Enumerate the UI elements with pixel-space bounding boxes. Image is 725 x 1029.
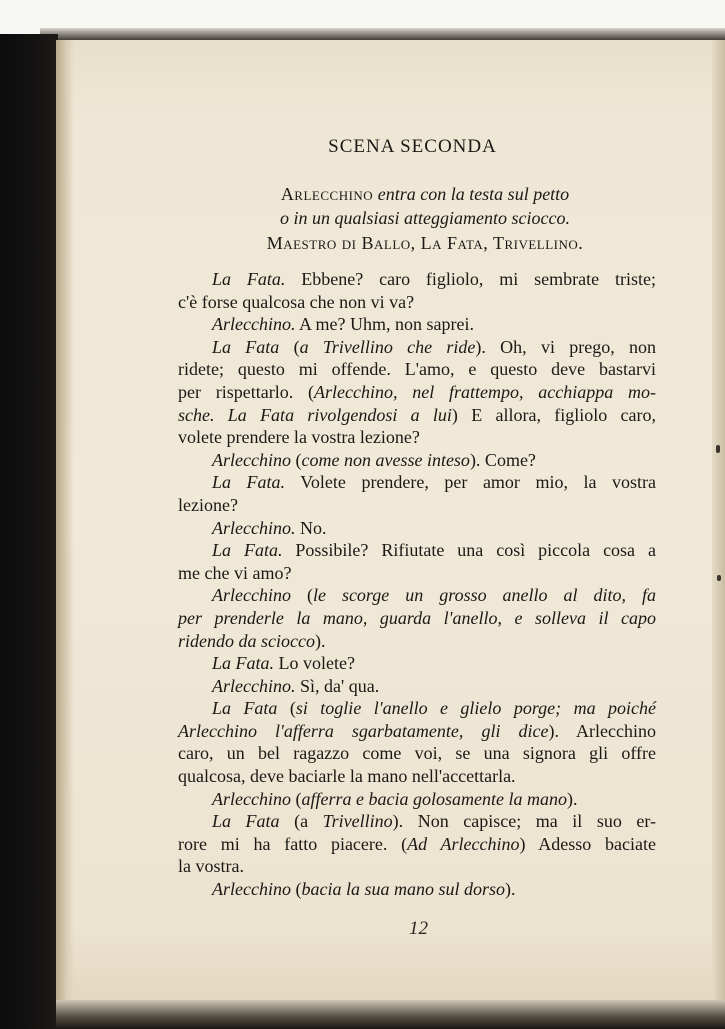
roman-text: ). [566, 788, 578, 809]
roman-text: ) Adesso baciate [519, 833, 656, 854]
text-line [178, 562, 656, 585]
roman-text: caro, un bel ragazzo come voi, se una signora gli offre [178, 743, 656, 764]
text-line [178, 336, 656, 359]
italic-text: La Fata. [212, 653, 275, 674]
italic-text: Trivellino [322, 811, 393, 832]
text-line [178, 517, 656, 540]
italic-text: Arlecchino, nel frattempo, acchiappa mo- [314, 381, 657, 402]
roman-text: (a [279, 811, 323, 832]
text-line [178, 268, 656, 291]
text-line [178, 697, 656, 720]
bottom-shadow [56, 1000, 725, 1029]
roman-text: Ebbene? caro figliolo, mi sembrate triste; [285, 269, 656, 289]
italic-text: Arlecchino l'afferra sgarbatamente, gli dice [178, 720, 549, 741]
text-line [178, 878, 656, 901]
text-line [178, 313, 656, 336]
scene-title: SCENA SECONDA [328, 136, 497, 157]
italic-text: La Fata [212, 336, 280, 357]
text-line [178, 765, 656, 788]
italic-text: sche. La Fata rivolgendosi a lui [178, 404, 452, 425]
italic-text: Arlecchino [212, 788, 291, 809]
page-right-edge [712, 40, 725, 1004]
roman-text: A me? Uhm, non saprei. [295, 314, 474, 335]
roman-text: ( [279, 336, 300, 357]
text-line [178, 630, 656, 653]
text-line [178, 675, 656, 698]
text-line [178, 810, 656, 833]
roman-text: Lo volete? [274, 653, 355, 674]
character-list: Maestro di Ballo, La Fata, Trivellino. [266, 233, 584, 253]
text-line [178, 381, 656, 404]
text-line [178, 607, 656, 630]
italic-text: Arlecchino [212, 879, 291, 900]
stage-direction-line-2 [175, 208, 675, 229]
book-spine-shadow [0, 34, 58, 1029]
stage-direction-text: o in un qualsiasi atteggiamento sciocco. [280, 208, 570, 228]
text-line [178, 584, 656, 607]
roman-text: No. [295, 517, 327, 538]
italic-text: La Fata [212, 698, 278, 719]
text-line [178, 720, 656, 743]
roman-text: me che vi amo? [178, 562, 292, 583]
roman-text: ( [290, 449, 302, 470]
roman-text: ( [290, 879, 302, 900]
text-line [178, 855, 656, 878]
italic-text: Arlecchino. [212, 517, 296, 538]
italic-text: La Fata [212, 811, 280, 832]
roman-text: ). Come? [469, 449, 536, 470]
italic-text: a Trivellino che ride [299, 336, 476, 357]
roman-text: volete prendere la vostra lezione? [178, 427, 420, 448]
text-line [178, 404, 656, 427]
text-line [178, 426, 656, 449]
italic-text: Arlecchino [212, 585, 291, 606]
roman-text: lezione? [178, 494, 238, 515]
italic-text: si toglie l'anello e glielo porge; ma poiché [295, 698, 656, 719]
roman-text: per rispettarlo. ( [178, 381, 314, 402]
text-line [178, 449, 656, 472]
roman-text: qualcosa, deve baciarle la mano nell'accettarla. [178, 766, 516, 787]
text-line [178, 833, 656, 856]
text-line [178, 788, 656, 811]
dialogue-body [178, 268, 656, 901]
stage-direction-line-3 [175, 233, 675, 254]
italic-text: Arlecchino. [212, 314, 296, 335]
roman-text: ). [314, 630, 326, 651]
character-name: Arlecchino [280, 184, 374, 204]
roman-text: ). [505, 879, 516, 900]
roman-text: ( [277, 698, 296, 719]
text-line [178, 494, 656, 517]
roman-text: Possibile? Rifiutate una così piccola cosa a [282, 540, 656, 561]
roman-text: Volete prendere, per amor mio, la vostra [285, 472, 656, 493]
paper-speck [716, 445, 720, 453]
italic-text: come non avesse inteso [301, 449, 470, 470]
stage-direction-text: entra con la testa sul petto [373, 184, 570, 204]
text-line [178, 291, 656, 314]
italic-text: Arlecchino [212, 449, 291, 470]
text-line [178, 358, 656, 381]
stage-direction-line-1 [175, 184, 675, 205]
italic-text: le scorge un grosso anello al dito, fa [312, 585, 656, 606]
page-number: 12 [409, 918, 428, 939]
roman-text: ( [290, 585, 313, 606]
roman-text: ). Oh, vi prego, non [475, 336, 657, 357]
italic-text: bacia la sua mano sul dorso [301, 879, 505, 900]
italic-text: ridendo da sciocco [178, 630, 315, 651]
roman-text: ) E allora, figliolo caro, [451, 404, 657, 425]
roman-text: ). Arlecchino [548, 720, 656, 741]
italic-text: La Fata. [212, 472, 286, 493]
italic-text: La Fata. [212, 540, 283, 561]
roman-text: ( [290, 788, 302, 809]
page-gutter [56, 40, 74, 1004]
italic-text: afferra e bacia golosamente la mano [301, 788, 567, 809]
text-line [178, 471, 656, 494]
italic-text: per prenderle la mano, guarda l'anello, e solleva il capo [178, 607, 656, 628]
roman-text: c'è forse qualcosa che non vi va? [178, 291, 415, 312]
italic-text: Ad Arlecchino [407, 833, 520, 854]
paper-speck [717, 575, 721, 581]
roman-text: ). Non capisce; ma il suo er- [392, 811, 656, 832]
roman-text: ridete; questo mi offende. L'amo, e questo deve bastarvi [178, 359, 656, 380]
italic-text: Arlecchino. [212, 675, 296, 696]
roman-text: la vostra. [178, 856, 244, 877]
text-line [178, 742, 656, 765]
roman-text: rore mi ha fatto piacere. ( [178, 833, 408, 854]
text-line [178, 539, 656, 562]
text-line [178, 652, 656, 675]
roman-text: Sì, da' qua. [295, 675, 380, 696]
italic-text: La Fata. [212, 269, 286, 289]
